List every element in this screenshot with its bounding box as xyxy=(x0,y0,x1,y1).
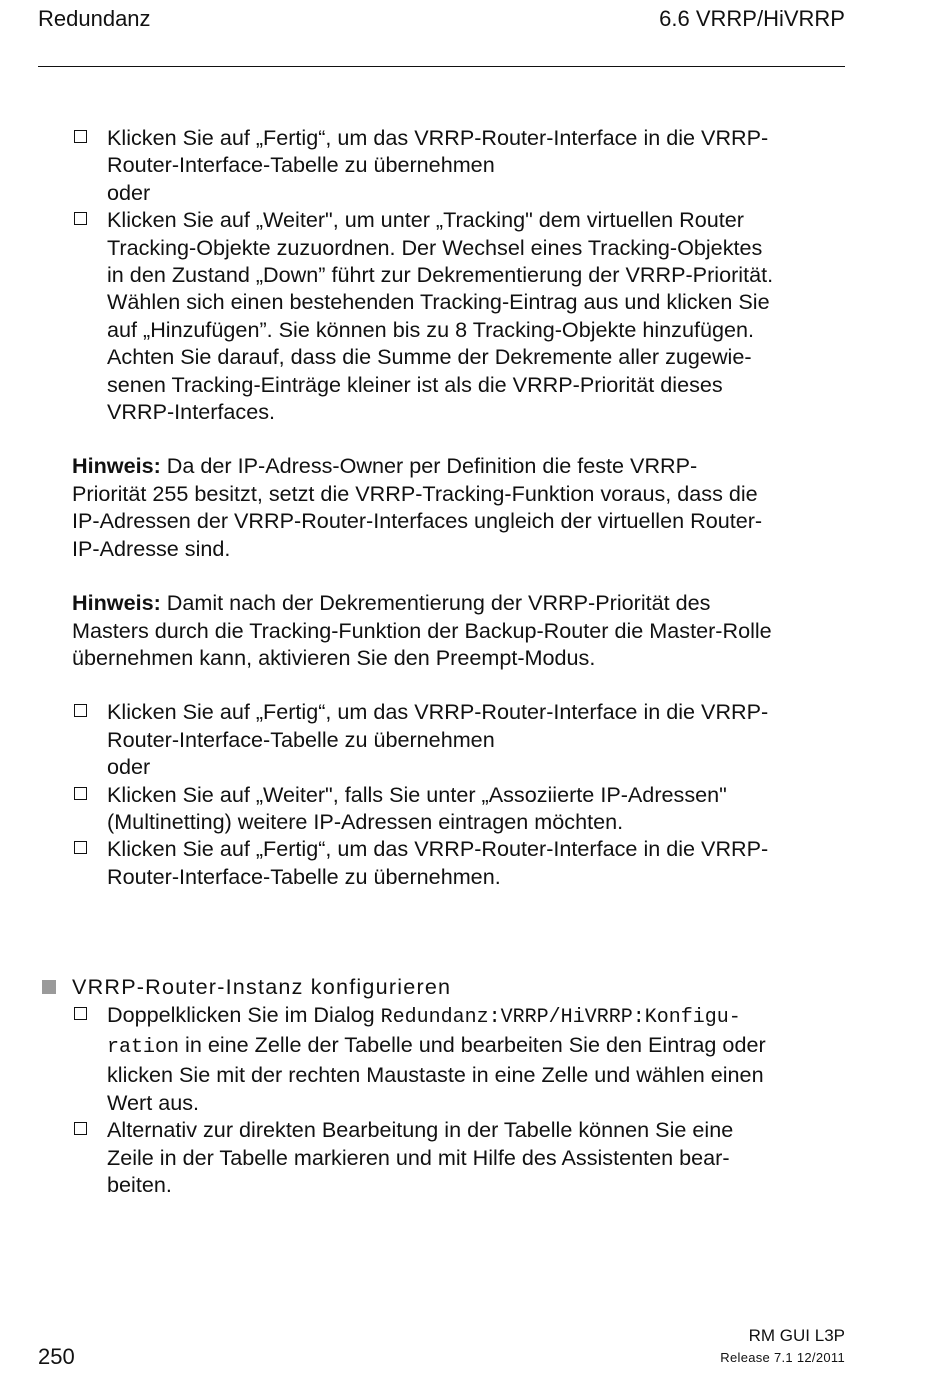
checkbox-bullet-icon xyxy=(74,1007,87,1020)
dialog-path-code: ration xyxy=(107,1035,180,1059)
step-line: auf „Hinzufügen”. Sie können bis zu 8 Tracking-Objekte hinzufügen. xyxy=(107,316,754,342)
oder-text: oder xyxy=(107,179,151,205)
footer-document: RM GUI L3P xyxy=(748,1326,845,1345)
note-text: Damit nach der Dekrementierung der VRRP-Priorität des xyxy=(160,590,711,616)
note-label: Hinweis: xyxy=(72,453,161,479)
note-text: Da der IP-Adress-Owner per Definition die feste VRRP- xyxy=(160,453,698,479)
section-heading xyxy=(40,973,852,1000)
step-wizard xyxy=(72,1116,852,1198)
running-header-chapter: Redundanz xyxy=(38,6,151,31)
step-doubleclick xyxy=(72,1001,852,1117)
step-line: Klicken Sie auf „Fertig“, um das VRRP-Router-Interface in die VRRP- xyxy=(107,836,769,862)
checkbox-bullet-icon xyxy=(74,704,87,717)
step-line: Router-Interface-Tabelle zu übernehmen xyxy=(107,726,495,752)
step-next-tracking xyxy=(72,206,852,425)
step-line: Klicken Sie auf „Weiter", um unter „Tracking" dem virtuellen Router xyxy=(107,207,744,233)
step-line xyxy=(107,1031,852,1061)
step-line: (Multinetting) weitere IP-Adressen eintragen möchten. xyxy=(107,808,624,834)
step-text: Doppelklicken Sie im Dialog xyxy=(107,1001,381,1027)
step-line: Klicken Sie auf „Fertig“, um das VRRP-Router-Interface in die VRRP- xyxy=(107,699,769,725)
checkbox-bullet-icon xyxy=(74,841,87,854)
step-line xyxy=(107,1001,852,1031)
step-line: klicken Sie mit der rechten Maustaste in eine Zelle und wählen einen xyxy=(107,1062,764,1088)
step-line: Wählen sich einen bestehenden Tracking-Eintrag aus und klicken Sie xyxy=(107,289,770,315)
header-divider xyxy=(38,66,845,67)
footer-release: Release 7.1 12/2011 xyxy=(720,1350,845,1365)
note-line: IP-Adresse sind. xyxy=(72,535,231,561)
page-number: 250 xyxy=(38,1344,75,1369)
step-finish-1 xyxy=(72,124,852,179)
dialog-path-code: Redundanz:VRRP/HiVRRP:Konfigu- xyxy=(380,1005,741,1029)
note-line xyxy=(72,589,852,616)
section-square-icon xyxy=(42,980,56,994)
step-line: Klicken Sie auf „Fertig“, um das VRRP-Router-Interface in die VRRP- xyxy=(107,125,769,150)
page-body xyxy=(72,124,852,1198)
step-finish-3 xyxy=(72,835,852,890)
checkbox-bullet-icon xyxy=(74,1122,87,1135)
spacer xyxy=(72,890,852,973)
note-line: übernehmen kann, aktivieren Sie den Preempt-Modus. xyxy=(72,644,596,670)
note-line: Masters durch die Tracking-Funktion der Backup-Router die Master-Rolle xyxy=(72,617,772,643)
step-line: Alternativ zur direkten Bearbeitung in der Tabelle können Sie eine xyxy=(107,1117,734,1143)
step-line: Klicken Sie auf „Weiter", falls Sie unter „Assoziierte IP-Adressen" xyxy=(107,781,727,807)
step-line: in den Zustand „Down” führt zur Dekrementierung der VRRP-Priorität. xyxy=(107,262,774,288)
note-label: Hinweis: xyxy=(72,590,161,616)
step-line: Wert aus. xyxy=(107,1089,200,1115)
step-line: Router-Interface-Tabelle zu übernehmen xyxy=(107,152,495,178)
step-line: Zeile in der Tabelle markieren und mit Hilfe des Assistenten bear- xyxy=(107,1144,730,1170)
step-line: Tracking-Objekte zuzuordnen. Der Wechsel eines Tracking-Objektes xyxy=(107,234,763,260)
note-line xyxy=(72,452,852,479)
step-text: in eine Zelle der Tabelle und bearbeiten Sie den Eintrag oder xyxy=(179,1031,766,1057)
checkbox-bullet-icon xyxy=(74,212,87,225)
checkbox-bullet-icon xyxy=(74,787,87,800)
checkbox-bullet-icon xyxy=(74,130,87,143)
step-line: Router-Interface-Tabelle zu übernehmen. xyxy=(107,863,501,889)
oder-text: oder xyxy=(107,754,151,780)
note-line: Priorität 255 besitzt, setzt die VRRP-Tracking-Funktion voraus, dass die xyxy=(72,480,758,506)
step-line: senen Tracking-Einträge kleiner ist als die VRRP-Priorität dieses xyxy=(107,371,723,397)
section-title: VRRP-Router-Instanz konfigurieren xyxy=(72,974,452,1000)
running-header-section: 6.6 VRRP/HiVRRP xyxy=(659,6,845,31)
note-preempt xyxy=(72,589,852,671)
step-line: beiten. xyxy=(107,1172,172,1197)
step-next-multinetting xyxy=(72,781,852,836)
note-line: IP-Adressen der VRRP-Router-Interfaces ungleich der virtuellen Router- xyxy=(72,508,763,534)
step-line: Achten Sie darauf, dass die Summe der Dekremente aller zugewie- xyxy=(107,344,752,370)
step-finish-2 xyxy=(72,698,852,753)
step-line: VRRP-Interfaces. xyxy=(107,399,276,425)
note-ip-owner xyxy=(72,452,852,562)
